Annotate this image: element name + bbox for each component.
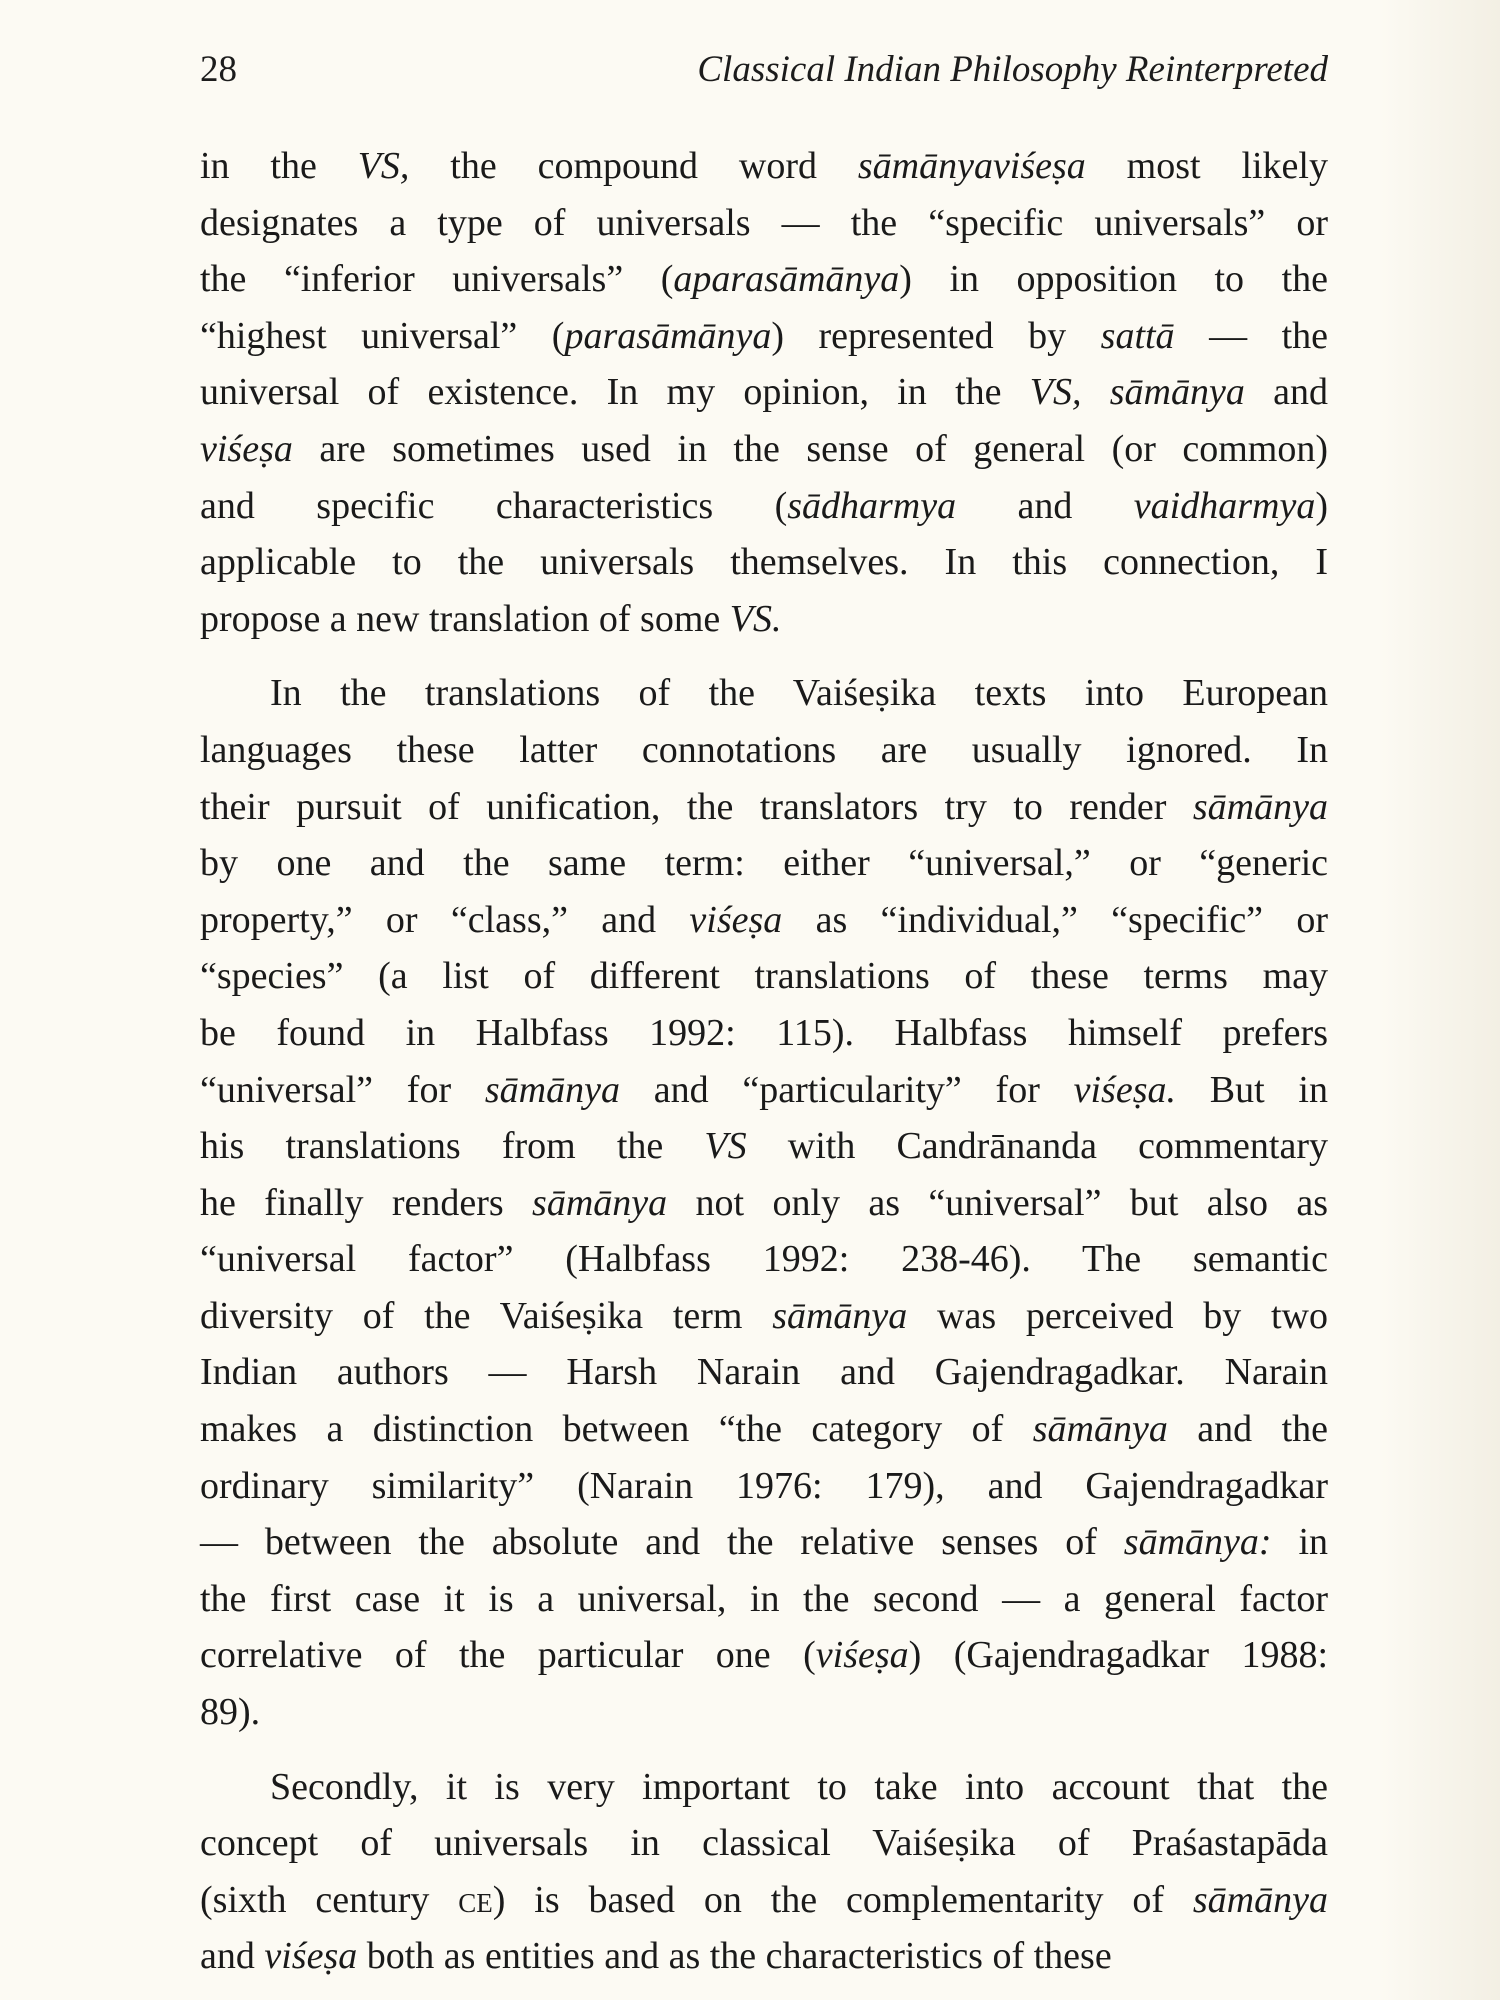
text-run: In the translations of the Vaiśeṣika texts into European <box>270 672 1328 715</box>
italic-term: VS, <box>357 145 410 187</box>
text-line <box>200 1344 1328 1401</box>
text-run: their pursuit of unification, the translators try to render <box>200 785 1193 828</box>
text-run: most likely <box>1085 145 1328 187</box>
text-line <box>200 1759 1328 1816</box>
italic-term: sāmānya <box>484 1068 620 1111</box>
text-run: ordinary similarity” (Narain 1976: 179), and Gajendragadkar <box>200 1464 1328 1507</box>
text-line <box>200 1928 1328 1985</box>
text-run: universal of existence. In my opinion, in the <box>200 371 1030 414</box>
text-run: the “inferior universals” ( <box>200 258 674 301</box>
text-line <box>200 1458 1328 1515</box>
text-run: the first case it is a universal, in the second — a general factor <box>200 1577 1328 1620</box>
italic-term: sāmānya <box>772 1294 908 1337</box>
text-line <box>200 1062 1328 1119</box>
text-run: property,” or “class,” and <box>200 898 690 941</box>
text-line <box>200 1118 1328 1175</box>
text-line <box>200 1288 1328 1345</box>
text-line <box>200 364 1328 421</box>
italic-term: sāmānyaviśeṣa <box>857 145 1086 187</box>
text-line <box>200 591 1328 648</box>
text-run: ) <box>1315 484 1328 527</box>
running-head <box>200 40 1328 100</box>
text-line <box>200 1175 1328 1232</box>
italic-term: sāmānya <box>532 1181 668 1224</box>
text-line <box>200 421 1328 478</box>
text-run: Indian authors — Harsh Narain and Gajendragadkar. Narain <box>200 1351 1328 1394</box>
page-number: 28 <box>200 49 237 90</box>
text-run: ) represented by <box>771 314 1101 357</box>
text-run: ) (Gajendragadkar 1988: <box>908 1634 1328 1677</box>
text-line <box>200 1231 1328 1288</box>
text-run: 89). <box>200 1691 261 1734</box>
text-line <box>200 665 1328 722</box>
paragraph <box>200 1759 1328 1985</box>
text-run: he finally renders <box>200 1181 533 1224</box>
text-run: — the <box>1174 314 1328 357</box>
book-title: Classical Indian Philosophy Reinterpreted <box>697 49 1328 90</box>
italic-term: viśeṣa <box>200 427 293 470</box>
text-run: designates a type of universals — the “specific universals” or <box>200 201 1328 244</box>
italic-term: VS, sāmānya <box>1029 371 1245 414</box>
text-line <box>200 1872 1328 1929</box>
text-line <box>200 195 1328 252</box>
italic-term: sāmānya <box>1192 1878 1328 1921</box>
text-run: But in <box>1176 1068 1328 1111</box>
text-line <box>200 138 1328 195</box>
text-line <box>200 835 1328 892</box>
text-run: the compound word <box>409 145 858 187</box>
text-line <box>200 1401 1328 1458</box>
text-run: and <box>200 1935 265 1978</box>
italic-term: parasāmānya <box>564 314 772 357</box>
text-line <box>200 1514 1328 1571</box>
text-line <box>200 308 1328 365</box>
text-line <box>200 1571 1328 1628</box>
italic-term: vaidharmya <box>1133 484 1316 527</box>
text-run: as “individual,” “specific” or <box>782 898 1328 941</box>
text-run: not only as “universal” but also as <box>667 1181 1329 1224</box>
text-line <box>200 478 1328 535</box>
text-run: be found in Halbfass 1992: 115). Halbfass himself prefers <box>200 1011 1328 1054</box>
small-caps-term: ce <box>458 1878 493 1921</box>
text-run: propose a new translation of some <box>200 597 730 640</box>
text-line <box>200 722 1328 779</box>
page-edge-shadow <box>1380 0 1500 2000</box>
italic-term: VS. <box>729 597 782 640</box>
text-run: was perceived by two <box>907 1294 1328 1337</box>
italic-term: viśeṣa. <box>1073 1068 1176 1111</box>
text-run: ) in opposition to the <box>899 258 1328 301</box>
text-run: (sixth century <box>200 1878 459 1921</box>
text-line <box>200 1627 1328 1684</box>
italic-term: sāmānya <box>1192 785 1328 828</box>
italic-term: sādharmya <box>787 484 957 527</box>
italic-term: sattā <box>1100 314 1175 357</box>
text-run: both as entities and as the characteristics of these <box>357 1935 1112 1978</box>
text-run: “species” (a list of different translations of these terms may <box>200 955 1328 998</box>
body-text <box>200 138 1328 2003</box>
text-line <box>200 251 1328 308</box>
text-line <box>200 1684 1328 1741</box>
text-line <box>200 779 1328 836</box>
text-run: applicable to the universals themselves. In this connection, I <box>200 541 1328 584</box>
text-run: languages these latter connotations are usually ignored. In <box>200 728 1328 771</box>
italic-term: viśeṣa <box>264 1935 358 1978</box>
text-run: and the <box>1167 1408 1328 1451</box>
paragraph <box>200 665 1328 1740</box>
text-run: with Candrānanda commentary <box>746 1125 1328 1168</box>
text-run: and “particularity” for <box>619 1068 1074 1111</box>
text-run: diversity of the Vaiśeṣika term <box>200 1294 773 1337</box>
text-run: correlative of the particular one ( <box>200 1634 816 1677</box>
text-run: “highest universal” ( <box>200 314 565 357</box>
text-run: in <box>1271 1521 1329 1564</box>
text-run: and specific characteristics ( <box>200 484 788 527</box>
italic-term: VS <box>704 1125 747 1168</box>
text-run: “universal factor” (Halbfass 1992: 238-46). The semantic <box>200 1238 1328 1281</box>
text-run: are sometimes used in the sense of general (or common) <box>292 427 1328 470</box>
text-run: — between the absolute and the relative senses of <box>200 1521 1124 1564</box>
text-line <box>200 892 1328 949</box>
italic-term: aparasāmānya <box>673 258 900 301</box>
text-run: makes a distinction between “the category of <box>200 1408 1033 1451</box>
text-line <box>200 948 1328 1005</box>
text-run: Secondly, it is very important to take into account that the <box>270 1765 1328 1808</box>
text-run: concept of universals in classical Vaiśeṣika of Praśastapāda <box>200 1822 1328 1865</box>
italic-term: viśeṣa <box>815 1634 909 1677</box>
text-run: in the <box>200 145 358 187</box>
italic-term: viśeṣa <box>689 898 783 941</box>
text-line <box>200 1815 1328 1872</box>
text-run: his translations from the <box>200 1125 705 1168</box>
text-line <box>200 534 1328 591</box>
paragraph <box>200 138 1328 647</box>
italic-term: sāmānya: <box>1123 1521 1272 1564</box>
text-run: and <box>1244 371 1328 414</box>
italic-term: sāmānya <box>1032 1408 1168 1451</box>
text-run: and <box>956 484 1134 527</box>
text-run: by one and the same term: either “universal,” or “generic <box>200 842 1328 885</box>
text-run: ) is based on the complementarity of <box>492 1878 1193 1921</box>
text-line <box>200 1005 1328 1062</box>
text-run: “universal” for <box>200 1068 485 1111</box>
